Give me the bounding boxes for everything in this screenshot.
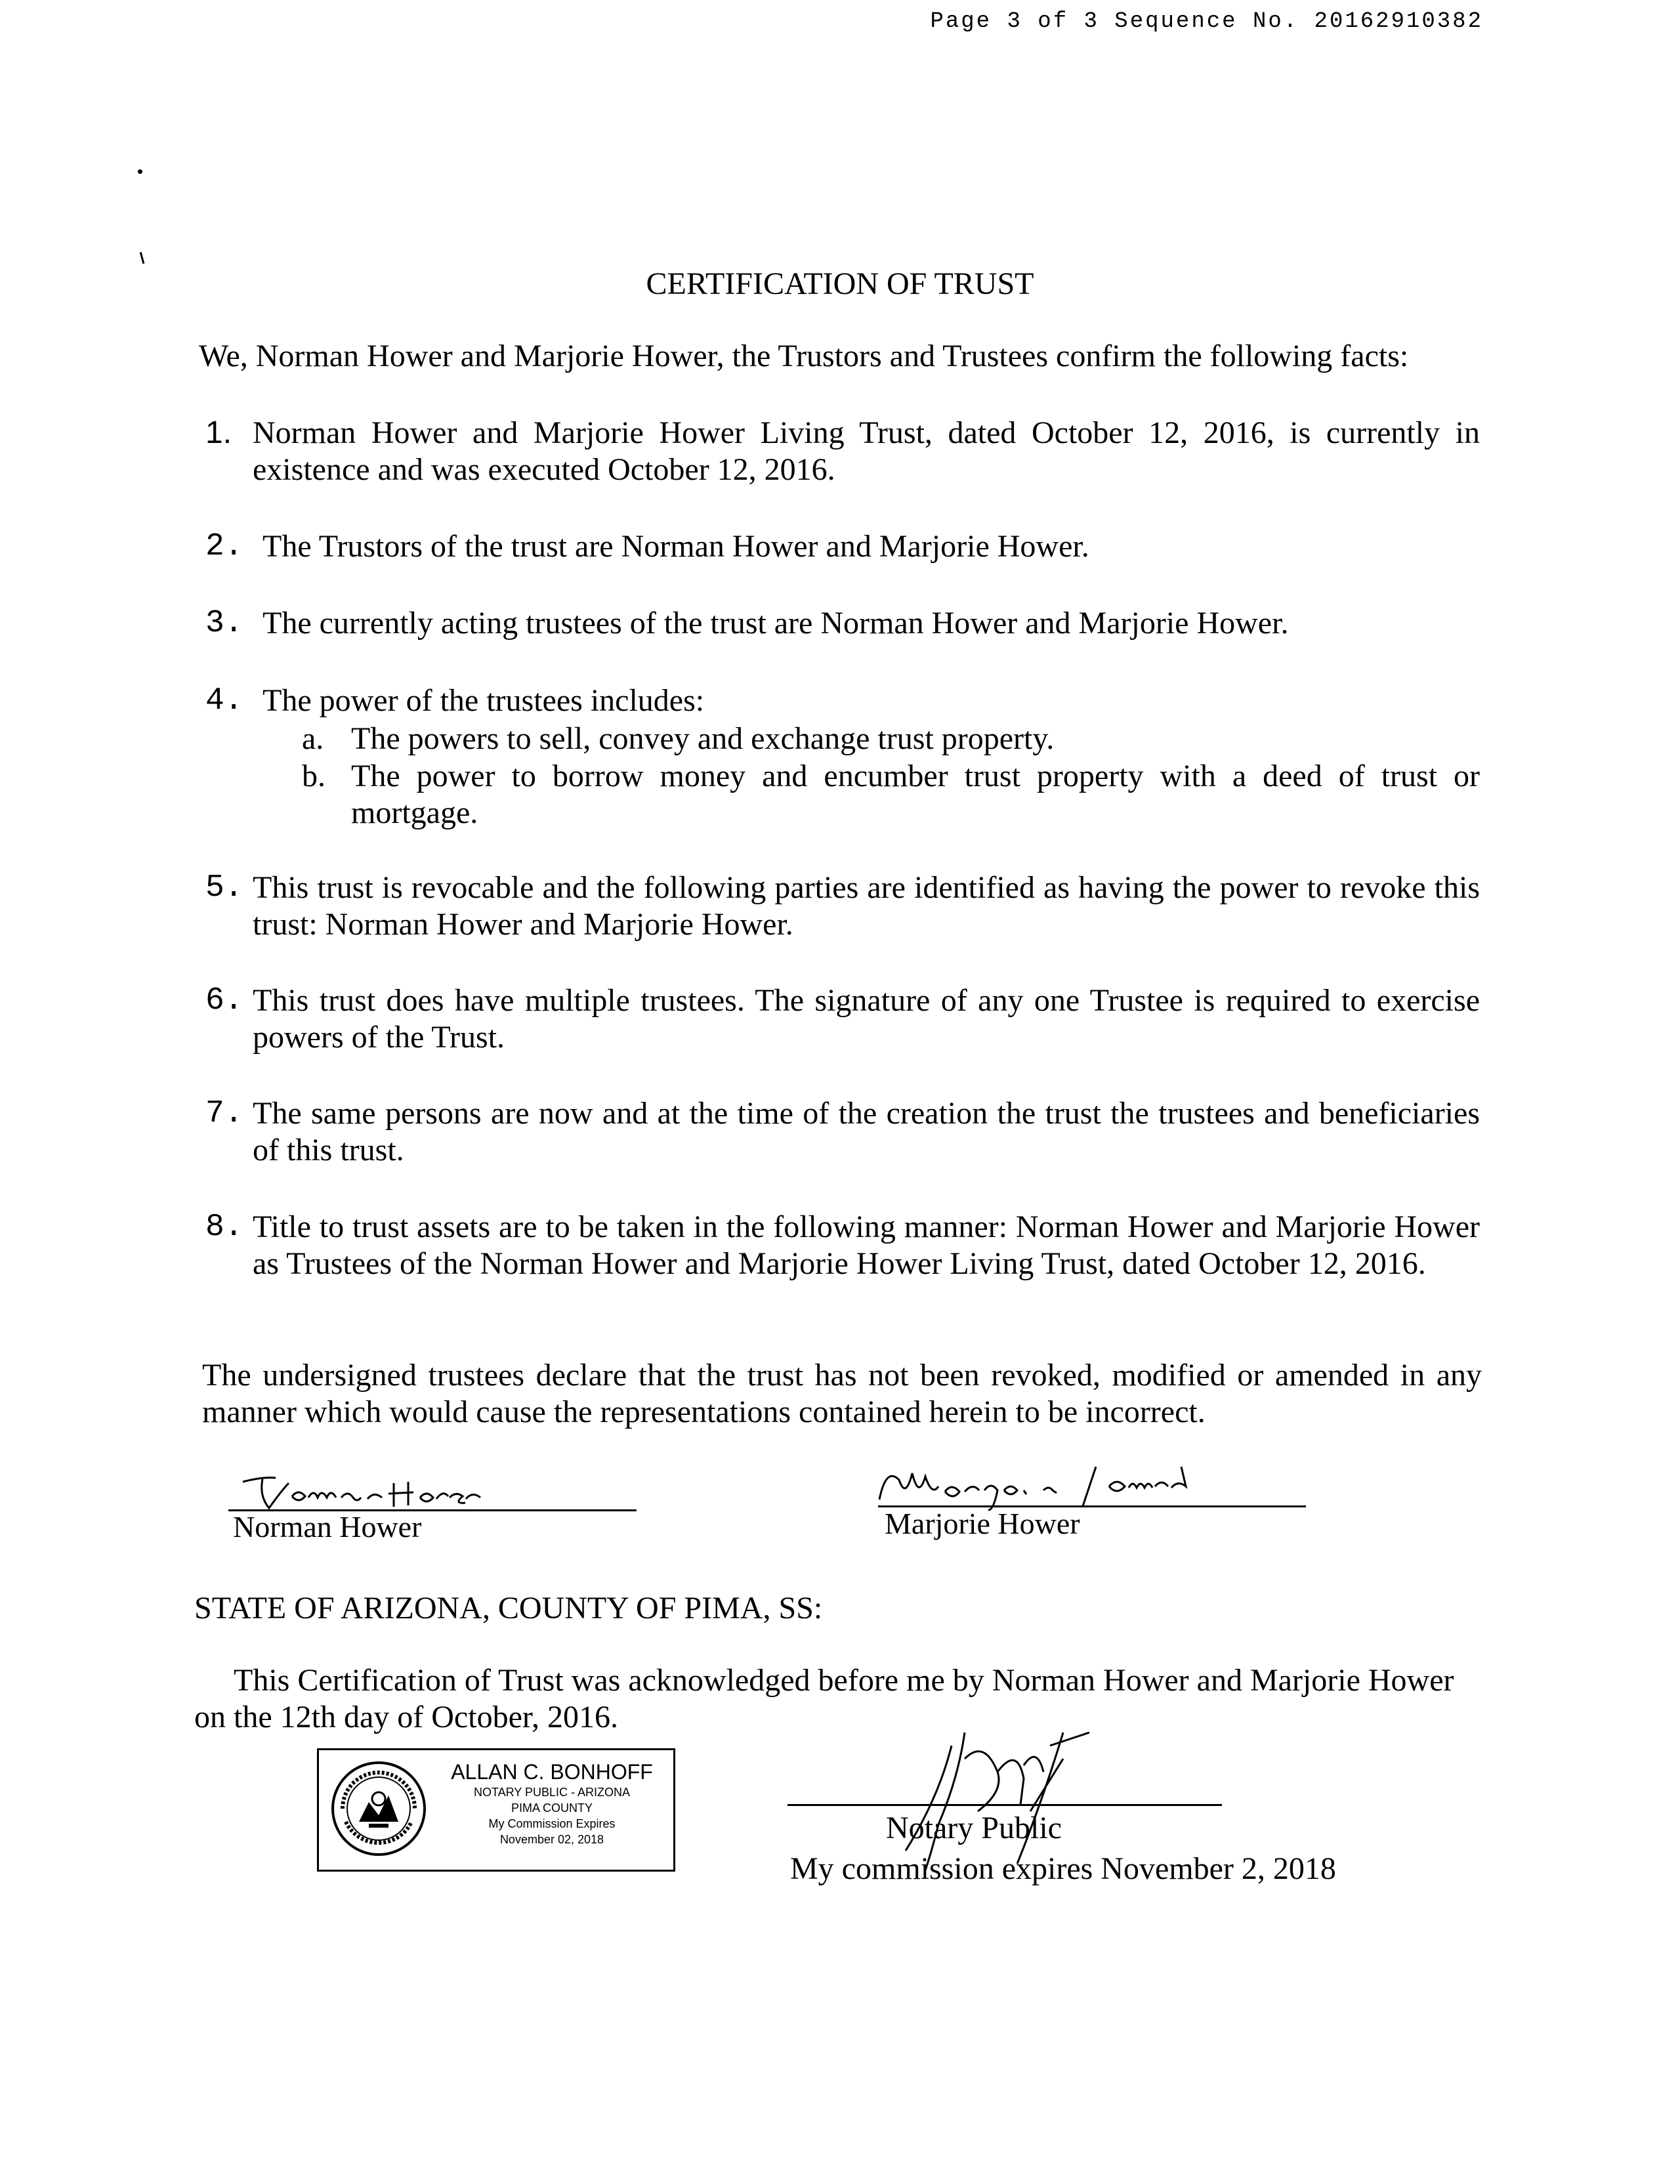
subitem-text: The power to borrow money and encumber trust property with a deed of trust or mortgage.	[351, 759, 1480, 830]
trustee1-name: Norman Hower	[233, 1510, 422, 1544]
notary-label: Notary Public	[886, 1811, 1062, 1845]
trustee2-name: Marjorie Hower	[885, 1507, 1080, 1540]
item-text: Title to trust assets are to be taken in the following manner: Norman Hower and Marjorie Hower as Trustees of the Norman Hower and Marjorie Hower Living Trust, dated October 12, 2016.	[253, 1209, 1480, 1281]
acknowledgment-paragraph	[194, 1662, 1480, 1736]
item-number: 4.	[205, 683, 243, 719]
signature-line	[788, 1804, 1222, 1806]
venue-line: STATE OF ARIZONA, COUNTY OF PIMA, SS:	[194, 1591, 823, 1626]
commission-date: November 02, 2018	[499, 1833, 604, 1846]
item-number: 2.	[205, 529, 243, 564]
document-title: CERTIFICATION OF TRUST	[646, 266, 1034, 301]
stamp-text	[434, 1759, 670, 1847]
commission-statement: My commission expires November 2, 2018	[790, 1851, 1336, 1886]
declaration-paragraph: The undersigned trustees declare that the trust has not been revoked, modified or amended in any manner which would cause the representations contained herein to be incorrect.	[202, 1358, 1482, 1429]
intro-paragraph: We, Norman Hower and Marjorie Hower, the Trustors and Trustees confirm the following facts:	[199, 339, 1409, 373]
item-text: This trust is revocable and the following parties are identified as having the power to revoke this trust: Norman Hower and Marjorie Hower.	[253, 870, 1480, 942]
item-text: Norman Hower and Marjorie Hower Living Trust, dated October 12, 2016, is currently in existence and was executed October 12, 2016.	[253, 415, 1480, 487]
item-number: 5.	[205, 870, 243, 906]
acknowledgment-text: This Certification of Trust was acknowledged before me by Norman Hower and Marjorie Hower on the 12th day of October, 2016.	[194, 1663, 1454, 1734]
item-text: This trust does have multiple trustees. The signature of any one Trustee is required to exercise powers of the Trust.	[253, 983, 1480, 1055]
item-text: The currently acting trustees of the trust are Norman Hower and Marjorie Hower.	[262, 606, 1289, 640]
item-number: 8.	[205, 1209, 243, 1245]
subitem-text: The powers to sell, convey and exchange trust property.	[351, 721, 1055, 756]
notary-stamp	[317, 1748, 675, 1872]
subitem-label: a.	[302, 721, 324, 756]
item-number: 6.	[205, 983, 243, 1018]
subitem-label: b.	[302, 759, 326, 793]
notary-title: NOTARY PUBLIC - ARIZONA	[473, 1786, 631, 1799]
notary-county: PIMA COUNTY	[511, 1801, 593, 1815]
item-number: 7.	[205, 1096, 243, 1131]
item-text: The Trustors of the trust are Norman Hower and Marjorie Hower.	[262, 529, 1089, 564]
item-number: 1.	[205, 415, 232, 450]
item-text: The same persons are now and at the time of the creation the trust the trustees and beneficiaries of this trust.	[253, 1096, 1480, 1167]
notary-name: ALLAN C. BONHOFF	[451, 1760, 653, 1784]
scan-mark	[140, 252, 145, 264]
scan-mark	[138, 169, 142, 174]
page-sequence-header: Page 3 of 3 Sequence No. 20162910382	[930, 9, 1483, 34]
commission-label: My Commission Expires	[488, 1817, 616, 1830]
item-text: The power of the trustees includes:	[262, 683, 705, 718]
item-number: 3.	[205, 606, 243, 641]
state-seal-icon	[329, 1759, 428, 1858]
